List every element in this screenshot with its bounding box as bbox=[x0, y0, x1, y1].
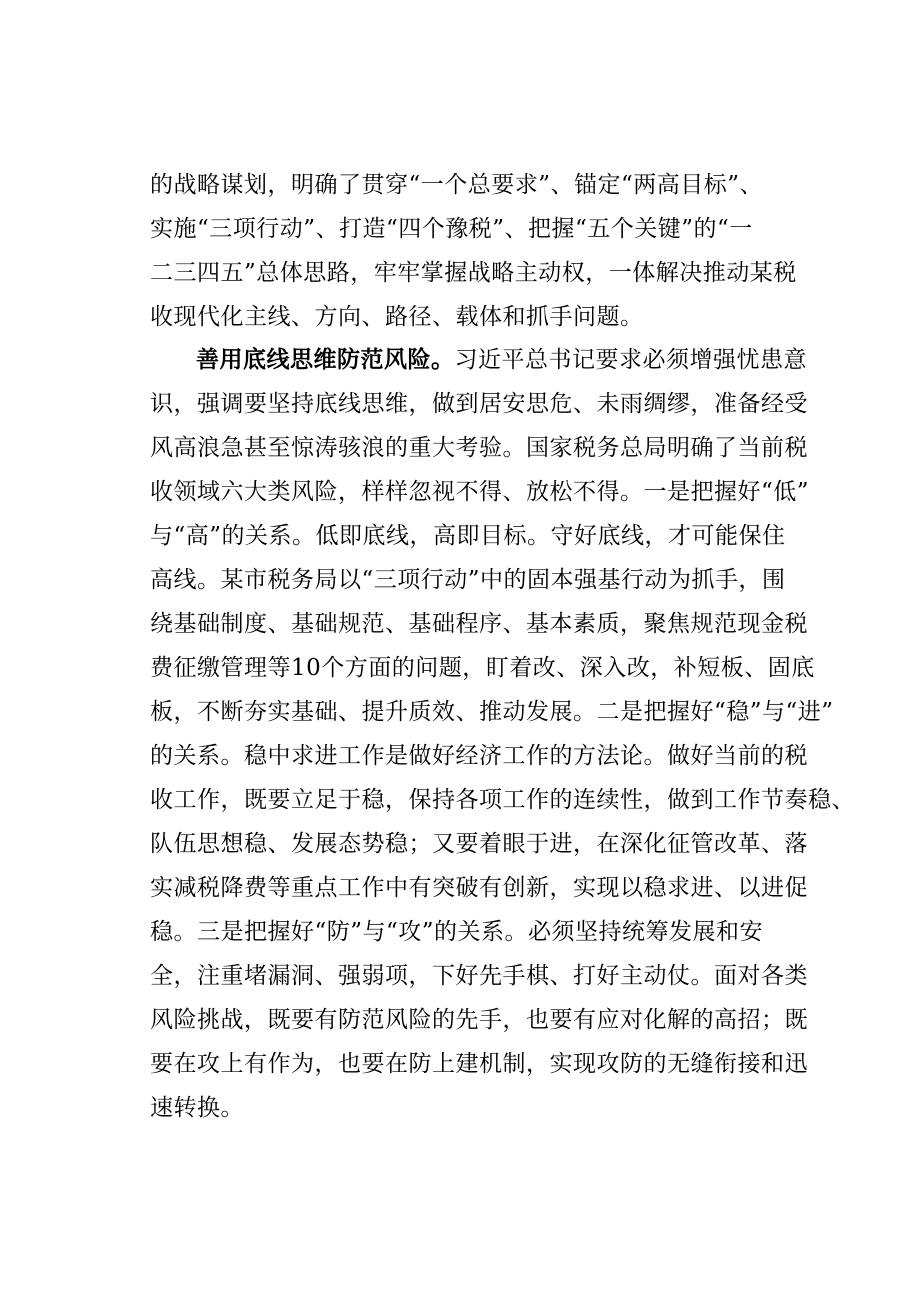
text-line: 绕基础制度、基础规范、基础程序、基本素质，聚焦规范现金税 bbox=[150, 611, 808, 637]
text-line: 收工作，既要立足于稳，保持各项工作的连续性，做到工作节奏稳、 bbox=[150, 787, 855, 813]
text-line: 的战略谋划，明确了贯穿“一个总要求”、锚定“两高目标”、 bbox=[150, 172, 764, 198]
text-line: 队伍思想稳、发展态势稳；又要着眼于进，在深化征管改革、落 bbox=[150, 831, 808, 857]
text-line: 风高浪急甚至惊涛骇浪的重大考验。国家税务总局明确了当前税 bbox=[150, 435, 808, 461]
first-line bbox=[150, 338, 807, 382]
text-line: 全，注重堵漏洞、强弱项，下好先手棋、打好主动仗。面对各类 bbox=[150, 963, 808, 989]
text-line: 风险挑战，既要有防范风险的先手，也要有应对化解的高招；既 bbox=[150, 1007, 808, 1033]
text-line: 识，强调要坚持底线思维，做到居安思危、未雨绸缪，准备经受 bbox=[150, 391, 808, 417]
paragraph-continuation bbox=[150, 163, 797, 339]
text-line: 收领域六大类风险，样样忽视不得、放松不得。一是把握好“低” bbox=[150, 479, 810, 505]
paragraph-heading: 善用底线思维防范风险。 bbox=[196, 346, 455, 373]
first-line-text: 习近平总书记要求必须增强忧患意 bbox=[454, 347, 807, 373]
text-line: 高线。某市税务局以“三项行动”中的固本强基行动为抓手，围 bbox=[150, 567, 786, 593]
text-line: 二三四五”总体思路，牢牢掌握战略主动权，一体解决推动某税 bbox=[150, 260, 797, 286]
text-line: 与“高”的关系。低即底线，高即目标。守好底线，才可能保住 bbox=[150, 523, 786, 549]
text-line: 稳。三是把握好“防”与“攻”的关系。必须坚持统筹发展和安 bbox=[150, 919, 764, 945]
text-line: 速转换。 bbox=[150, 1095, 244, 1121]
text-line: 费征缴管理等10个方面的问题，盯着改、深入改，补短板、固底 bbox=[150, 655, 815, 681]
text-line: 实减税降费等重点工作中有突破有创新，实现以稳求进、以进促 bbox=[150, 875, 808, 901]
text-line: 板，不断夯实基础、提升质效、推动发展。二是把握好“稳”与“进” bbox=[150, 699, 834, 725]
text-line: 收现代化主线、方向、路径、载体和抓手问题。 bbox=[150, 304, 644, 330]
paragraph-bottom-line-thinking bbox=[150, 338, 855, 1130]
text-line: 的关系。稳中求进工作是做好经济工作的方法论。做好当前的税 bbox=[150, 743, 808, 769]
text-line: 实施“三项行动”、打造“四个豫税”、把握“五个关键”的“一 bbox=[150, 216, 753, 242]
text-line: 要在攻上有作为，也要在防上建机制，实现攻防的无缝衔接和迅 bbox=[150, 1051, 808, 1077]
